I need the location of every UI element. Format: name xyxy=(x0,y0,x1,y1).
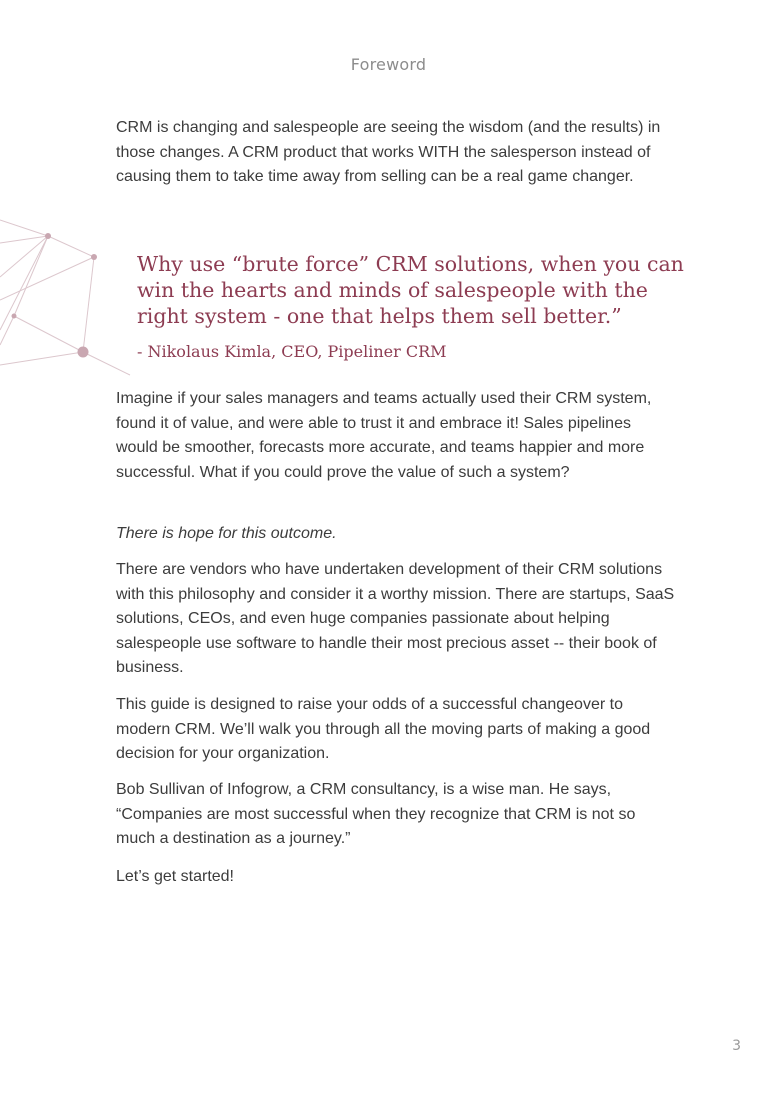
body-paragraph: Bob Sullivan of Infogrow, a CRM consultancy, is a wise man. He says, “Companies are most successful when they recognize that CRM is not so much a destination as a journey.” xyxy=(116,781,636,847)
network-decoration xyxy=(0,205,140,380)
body-paragraph-emphasis: There is hope for this outcome. xyxy=(116,525,337,542)
body-paragraph: There are vendors who have undertaken development of their CRM solutions with this philosophy and consider it a worthy mission. There are startups, SaaS solutions, CEOs, and even huge companies passionate about helping salespeople use software to handle their most precious asset -- their book of business. xyxy=(116,561,675,676)
quote-attribution: - Nikolaus Kimla, CEO, Pipeliner CRM xyxy=(137,342,447,361)
body-paragraph: This guide is designed to raise your odds of a successful changeover to modern CRM. We’ll walk you through all the moving parts of making a good decision for your organization. xyxy=(116,696,651,762)
intro-paragraph: CRM is changing and salespeople are seeing the wisdom (and the results) in those changes. A CRM product that works WITH the salesperson instead of causing them to take time away from selling can be a real game changer. xyxy=(116,119,661,185)
body-paragraph-closing: Let’s get started! xyxy=(116,868,234,885)
running-header: Foreword xyxy=(350,55,427,74)
body-paragraph: Imagine if your sales managers and teams actually used their CRM system, found it of value, and were able to trust it and embrace it! Sales pipelines would be smoother, forecasts more accurate, and teams happier and more successful. What if you could prove the value of such a system? xyxy=(116,390,652,481)
pull-quote: Why use “brute force” CRM solutions, when you can win the hearts and minds of salespeople with the right system - one that helps them sell better.” xyxy=(137,252,684,328)
page-number: 3 xyxy=(732,1038,741,1054)
